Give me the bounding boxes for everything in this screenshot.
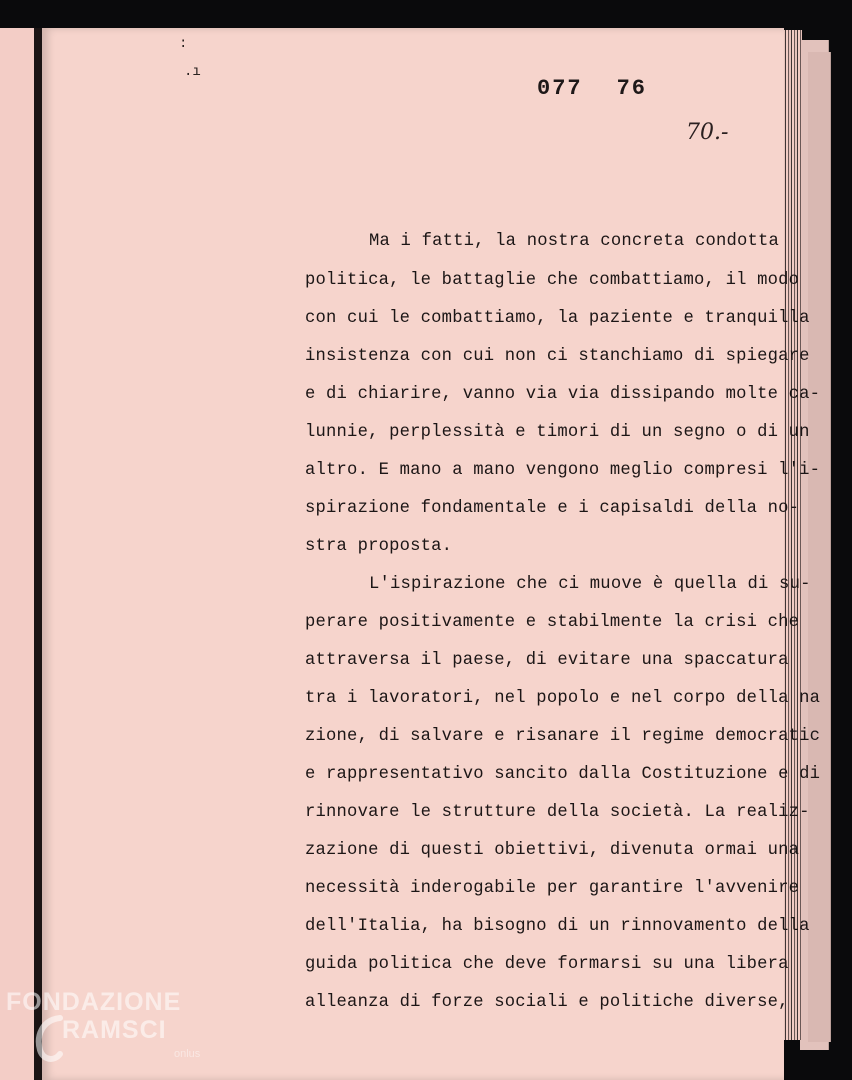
watermark-line-1: FONDAZIONE — [6, 988, 182, 1016]
page-number-secondary: 76 — [616, 76, 648, 101]
text-line: perare positivamente e stabilmente la crisi che — [305, 613, 800, 632]
text-line: altro. E mano a mano vengono meglio compresi l'i- — [305, 461, 821, 480]
text-line: con cui le combattiamo, la paziente e tranquilla — [305, 309, 810, 328]
fondazione-gramsci-watermark — [6, 988, 216, 1068]
watermark-line-2: RAMSCI — [62, 1016, 167, 1044]
text-line: spirazione fondamentale e i capisaldi della no- — [305, 499, 800, 518]
text-line: necessità inderogabile per garantire l'avvenire — [305, 879, 800, 898]
left-page — [0, 28, 34, 1080]
book-gutter — [34, 28, 42, 1080]
text-line: alleanza di forze sociali e politiche diverse, — [305, 993, 789, 1012]
watermark-g-swoosh-icon — [34, 1014, 64, 1066]
text-line: Ma i fatti, la nostra concreta condotta — [369, 232, 780, 251]
text-line: rinnovare le strutture della società. La realiz- — [305, 803, 810, 822]
ink-mark: : — [179, 36, 188, 52]
text-line: lunnie, perplessità e timori di un segno o di un — [305, 423, 810, 442]
text-line: dell'Italia, ha bisogno di un rinnovamento della — [305, 917, 810, 936]
back-sheet-2 — [808, 52, 831, 1042]
text-line: zione, di salvare e risanare il regime democratic — [305, 727, 821, 746]
ink-mark: .ı — [184, 64, 201, 80]
page-number-primary: 077 — [537, 76, 583, 101]
text-line: attraversa il paese, di evitare una spaccatura — [305, 651, 789, 670]
text-line: e di chiarire, vanno via via dissipando molte ca- — [305, 385, 821, 404]
text-line: L'ispirazione che ci muove è quella di su- — [369, 575, 811, 594]
text-line: e rappresentativo sancito dalla Costituzione e di — [305, 765, 821, 784]
text-line: politica, le battaglie che combattiamo, il modo — [305, 271, 800, 290]
handwritten-page-number: 70.- — [686, 120, 729, 145]
text-line: stra proposta. — [305, 537, 453, 556]
document-page — [42, 28, 821, 1080]
text-line: guida politica che deve formarsi su una libera — [305, 955, 789, 974]
text-line: insistenza con cui non ci stanchiamo di spiegare — [305, 347, 810, 366]
typed-page-number — [537, 76, 681, 101]
text-line: tra i lavoratori, nel popolo e nel corpo della na — [305, 689, 821, 708]
text-line: zazione di questi obiettivi, divenuta ormai una — [305, 841, 800, 860]
watermark-line-3: onlus — [174, 1048, 201, 1060]
